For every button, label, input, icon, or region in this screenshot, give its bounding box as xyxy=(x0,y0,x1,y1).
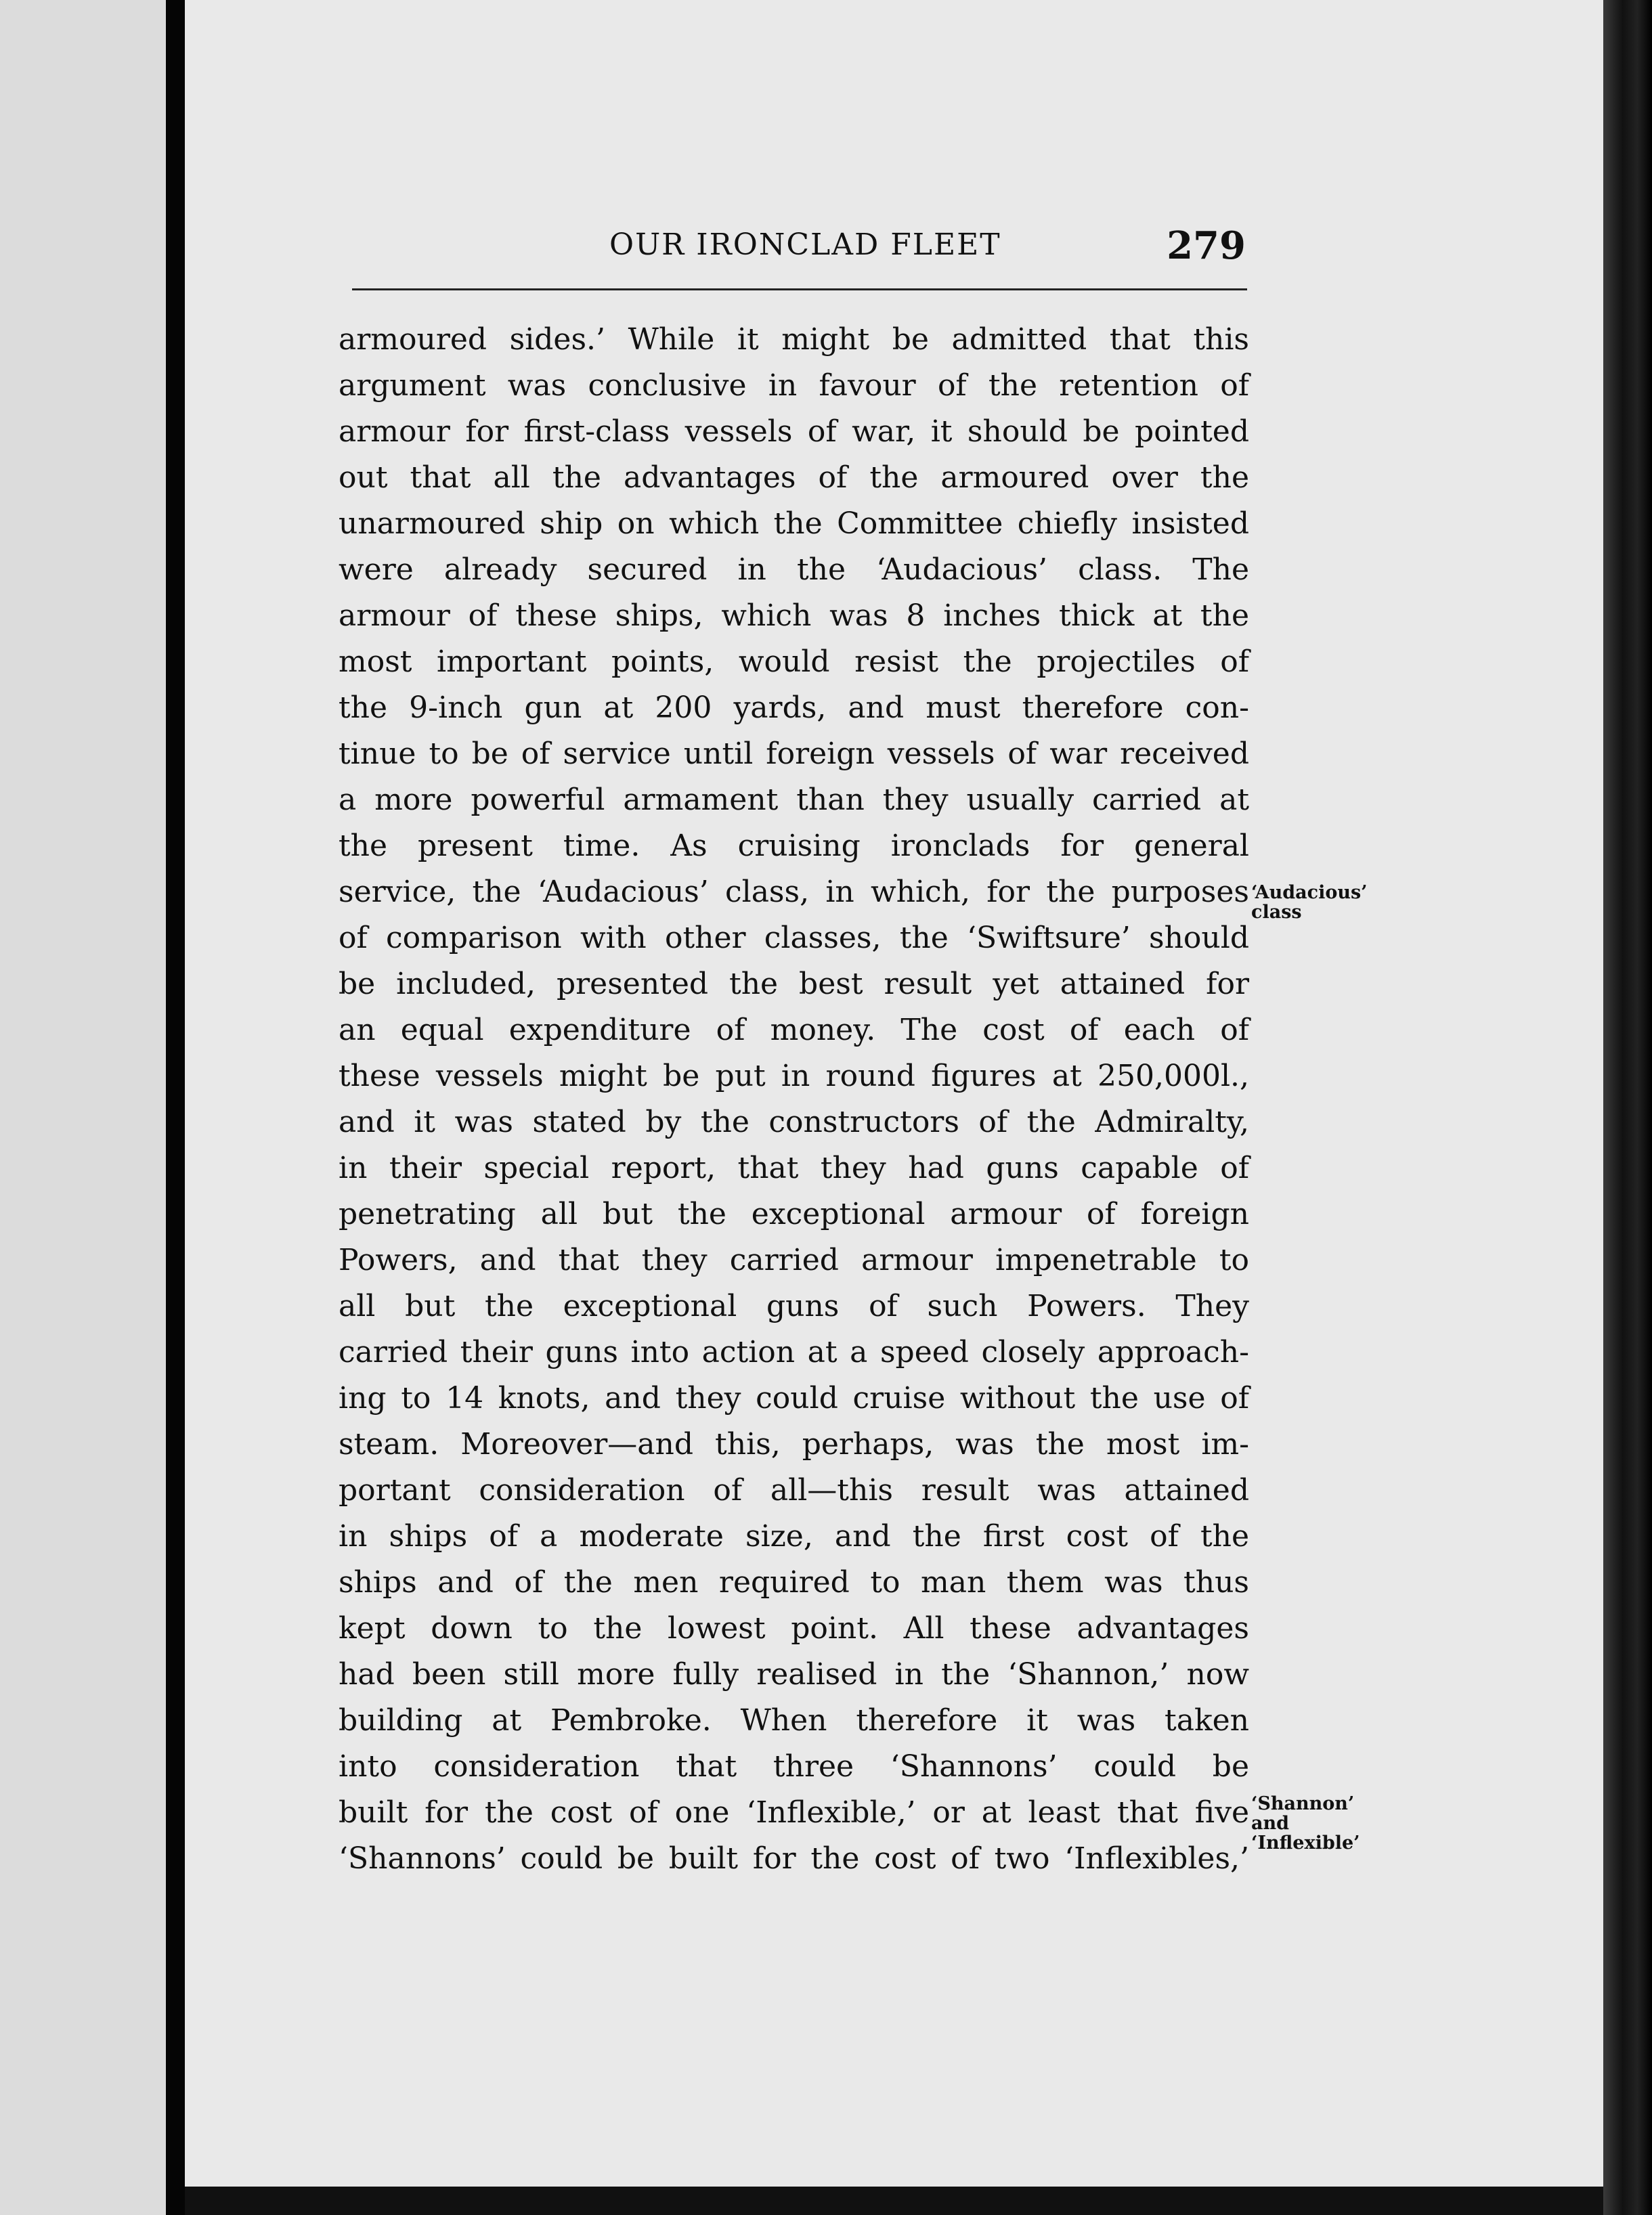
text-line: ships and of the men required to man them was thus xyxy=(339,1565,1249,1600)
body-text xyxy=(339,317,1249,1882)
text-line: kept down to the lowest point. All these advantages xyxy=(339,1611,1249,1646)
sidenote-line: class xyxy=(1251,902,1302,923)
page-edge-stack xyxy=(1603,0,1652,2215)
text-line: these vessels might be put in round figures at 250,000l., xyxy=(339,1059,1249,1093)
text-line: most important points, would resist the projectiles of xyxy=(339,644,1249,679)
sidenote-line: and xyxy=(1251,1813,1290,1834)
text-line: the 9-inch gun at 200 yards, and must therefore con- xyxy=(339,690,1249,725)
text-line: portant consideration of all—this result was attained xyxy=(339,1473,1249,1508)
text-line: of comparison with other classes, the ‘Swiftsure’ should xyxy=(339,921,1249,955)
text-line: a more powerful armament than they usually carried at xyxy=(339,783,1249,817)
text-line: an equal expenditure of money. The cost of each of xyxy=(339,1013,1249,1047)
text-line: steam. Moreover—and this, perhaps, was the most im- xyxy=(339,1427,1249,1462)
text-line: carried their guns into action at a speed closely approach- xyxy=(339,1335,1249,1369)
text-line: in ships of a moderate size, and the first cost of the xyxy=(339,1519,1249,1554)
sidenote-shannon-inflexible xyxy=(1251,1794,1360,1853)
text-line: the present time. As cruising ironclads for general xyxy=(339,829,1249,863)
text-line: penetrating all but the exceptional armour of foreign xyxy=(339,1197,1249,1231)
text-line: be included, presented the best result yet attained for xyxy=(339,967,1249,1001)
running-head xyxy=(352,223,1246,271)
text-line: and it was stated by the constructors of the Admiralty, xyxy=(339,1105,1249,1139)
sidenote-audacious-class xyxy=(1251,883,1368,922)
running-title: OUR IRONCLAD FLEET xyxy=(609,227,1001,262)
sidenote-line: ‘Inflexible’ xyxy=(1251,1833,1360,1854)
text-line: armoured sides.’ While it might be admitted that this xyxy=(339,322,1249,357)
header-rule xyxy=(352,288,1247,290)
text-line: had been still more fully realised in the ‘Shannon,’ now xyxy=(339,1657,1249,1692)
text-line: all but the exceptional guns of such Powers. They xyxy=(339,1289,1249,1323)
text-line: building at Pembroke. When therefore it was taken xyxy=(339,1703,1249,1738)
sidenote-line: ‘Audacious’ xyxy=(1251,882,1368,903)
text-line: armour for first-class vessels of war, it should be pointed xyxy=(339,414,1249,449)
text-line: unarmoured ship on which the Committee chiefly insisted xyxy=(339,506,1249,541)
left-page-margin xyxy=(0,0,166,2215)
text-line: argument was conclusive in favour of the retention of xyxy=(339,368,1249,403)
text-line: into consideration that three ‘Shannons’ could be xyxy=(339,1749,1249,1784)
text-line: in their special report, that they had guns capable of xyxy=(339,1151,1249,1185)
text-line: Powers, and that they carried armour impenetrable to xyxy=(339,1243,1249,1277)
text-line: were already secured in the ‘Audacious’ class. The xyxy=(339,552,1249,587)
bottom-shadow xyxy=(185,2187,1603,2215)
text-line: built for the cost of one ‘Inflexible,’ or at least that five xyxy=(339,1795,1249,1830)
binding-edge xyxy=(166,0,185,2215)
text-line: armour of these ships, which was 8 inches thick at the xyxy=(339,598,1249,633)
text-line: service, the ‘Audacious’ class, in which, for the purposes xyxy=(339,875,1249,909)
text-line: out that all the advantages of the armoured over the xyxy=(339,460,1249,495)
sidenote-line: ‘Shannon’ xyxy=(1251,1793,1355,1814)
text-line: ing to 14 knots, and they could cruise without the use of xyxy=(339,1381,1249,1416)
page-number: 279 xyxy=(1167,223,1246,268)
text-line: ‘Shannons’ could be built for the cost of two ‘Inflexibles,’ xyxy=(339,1841,1249,1876)
text-line: tinue to be of service until foreign vessels of war received xyxy=(339,737,1249,771)
